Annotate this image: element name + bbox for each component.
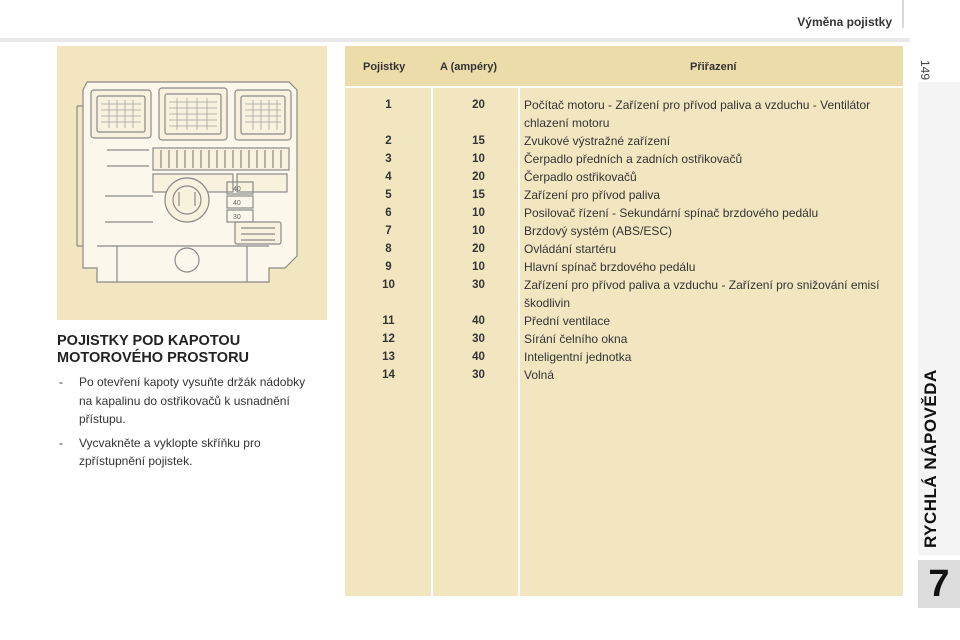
fuse-number: 6 — [385, 207, 392, 219]
fuse-amps: 20 — [472, 171, 485, 183]
table-row — [345, 258, 903, 276]
fuse-amps: 30 — [472, 333, 485, 345]
fuse-label: 30 — [233, 214, 241, 221]
fuse-number: 12 — [382, 333, 395, 345]
instruction-item: - Po otevření kapoty vysuňte držák nádobky na kapalinu do ostřikovačů k usnadnění přístupu. — [57, 373, 319, 429]
table-header — [345, 46, 903, 86]
chapter-title: RYCHLÁ NÁPOVĚDA — [921, 369, 940, 548]
fuse-number: 5 — [385, 189, 392, 201]
fuse-amps: 10 — [472, 261, 485, 273]
header-amps: A (ampéry) — [440, 61, 498, 73]
fuse-assignment: Inteligentní jednotka — [524, 350, 632, 364]
fuse-label: 40 — [233, 200, 241, 207]
chapter-number: 7 — [918, 560, 960, 608]
fuse-number: 11 — [382, 315, 395, 327]
fuse-number: 3 — [385, 153, 392, 165]
fuse-number: 4 — [385, 171, 392, 183]
fuse-amps: 40 — [472, 315, 485, 327]
table-row — [345, 312, 903, 330]
fuse-amps: 40 — [472, 351, 485, 363]
fuse-assignment: Hlavní spínač brzdového pedálu — [524, 260, 696, 274]
fuse-number: 9 — [385, 261, 392, 273]
fuse-box-drawing — [57, 46, 327, 320]
fuse-table — [345, 46, 903, 596]
page-header-title: Výměna pojistky — [797, 15, 892, 29]
fuse-amps: 20 — [472, 99, 485, 111]
page-number: 149 — [918, 60, 932, 81]
fuse-assignment: Posilovač řízení - Sekundární spínač brzdového pedálu — [524, 206, 819, 220]
fuse-label: 40 — [233, 186, 241, 193]
table-row — [345, 276, 903, 312]
table-row — [345, 330, 903, 348]
fuse-assignment: Sírání čelního okna — [524, 332, 628, 346]
fuse-assignment: Zvukové výstražné zařízení — [524, 134, 671, 148]
header-divider — [902, 0, 904, 28]
fuse-assignment: Zařízení pro přívod paliva — [524, 188, 661, 202]
table-row — [345, 366, 903, 384]
table-row — [345, 240, 903, 258]
fuse-number: 10 — [382, 279, 395, 291]
fuse-amps: 15 — [472, 135, 485, 147]
section-title: POJISTKY POD KAPOTOU MOTOROVÉHO PROSTORU — [57, 333, 250, 366]
table-row — [345, 168, 903, 186]
fuse-assignment: Ovládání startéru — [524, 242, 617, 256]
fuse-amps: 30 — [472, 369, 485, 381]
header-fuse: Pojistky — [363, 61, 406, 73]
table-row — [345, 132, 903, 150]
header-assignment: Přiřazení — [690, 61, 737, 73]
table-row — [345, 150, 903, 168]
table-body — [345, 96, 903, 384]
fuse-amps: 30 — [472, 279, 485, 291]
fuse-number: 7 — [385, 225, 392, 237]
table-row — [345, 96, 903, 132]
fuse-number: 13 — [382, 351, 395, 363]
fuse-number: 8 — [385, 243, 392, 255]
instruction-item: - Vycvakněte a vyklopte skříňku pro zpřístupnění pojistek. — [57, 434, 319, 471]
fuse-assignment: Počítač motoru - Zařízení pro přívod paliva a vzduchu - Ventilátor chlazení motoru — [524, 98, 871, 130]
table-row — [345, 222, 903, 240]
header-bar — [0, 38, 910, 42]
table-row — [345, 186, 903, 204]
fuse-amps: 15 — [472, 189, 485, 201]
fuse-number: 14 — [382, 369, 395, 381]
fuse-assignment: Volná — [524, 368, 555, 382]
table-row — [345, 348, 903, 366]
fuse-amps: 10 — [472, 225, 485, 237]
fuse-box-illustration — [57, 46, 327, 320]
fuse-assignment: Čerpadlo předních a zadních ostřikovačů — [524, 152, 743, 166]
fuse-assignment: Přední ventilace — [524, 314, 611, 328]
fuse-number: 1 — [385, 99, 392, 111]
fuse-amps: 20 — [472, 243, 485, 255]
fuse-amps: 10 — [472, 153, 485, 165]
instructions-list — [57, 373, 319, 476]
fuse-assignment: Čerpadlo ostřikovačů — [524, 170, 637, 184]
fuse-amps: 10 — [472, 207, 485, 219]
table-row — [345, 204, 903, 222]
fuse-number: 2 — [385, 135, 392, 147]
fuse-assignment: Zařízení pro přívod paliva a vzduchu - Zařízení pro snižování emisí škodlivin — [524, 278, 880, 310]
fuse-assignment: Brzdový systém (ABS/ESC) — [524, 224, 673, 238]
